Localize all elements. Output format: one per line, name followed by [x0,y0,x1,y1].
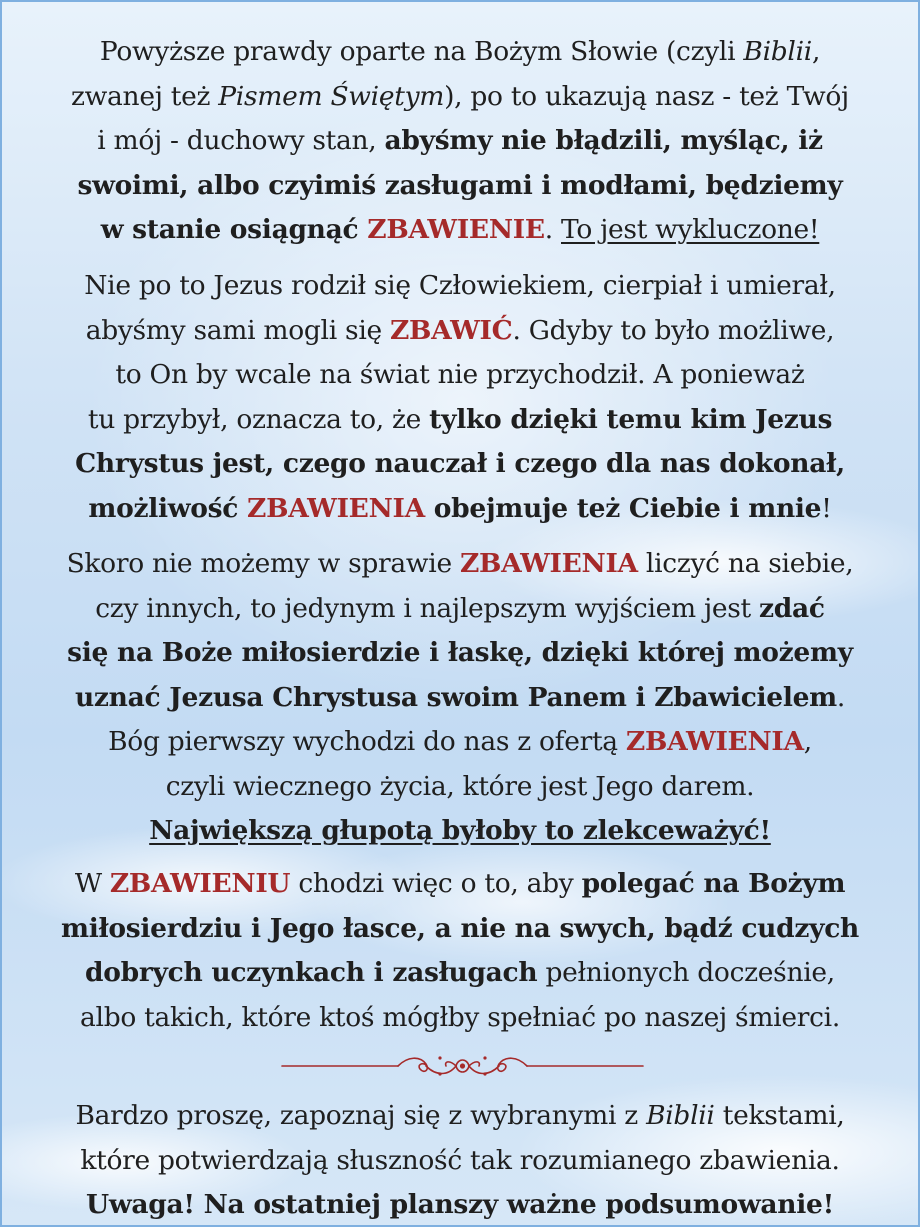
paragraph-2 [12,264,908,531]
p3-line-4: uznać Jezusa Chrystusa swoim Panem i Zbawicielem. [74,681,846,713]
p3-line-5: Bóg pierwszy wychodzi do nas z ofertą ZBAWIENIA, [108,726,812,757]
p1-line-3: i mój - duchowy stan, abyśmy nie błądzili, myśląc, iż [97,125,823,156]
p4-line-4: albo takich, które ktoś mógłby spełniać po naszej śmierci. [80,1001,840,1033]
paragraph-1 [12,30,908,253]
p5-line-2: które potwierdzają słuszność tak rozumianego zbawienia. [80,1144,840,1176]
p5-line-1: Bardzo proszę, zapoznaj się z wybranymi z Biblii tekstami, [75,1100,845,1131]
p3-line-2: czy innych, to jedynym i najlepszym wyjściem jest zdać [95,592,825,624]
p2-line-1: Nie po to Jezus rodził się Człowiekiem, cierpiał i umierał, [84,270,836,301]
p2-line-6: możliwość ZBAWIENIA obejmuje też Ciebie i mnie! [88,492,832,524]
paragraph-5 [12,1094,908,1228]
p1-line-5: w stanie osiągnąć ZBAWIENIE. To jest wykluczone! [100,214,820,245]
p1-line-1: Powyższe prawdy oparte na Bożym Słowie (czyli Biblii, [99,36,821,67]
p3-line-3: się na Boże miłosierdzie i łaskę, dzięki której możemy [67,637,853,668]
p3-line-7: Największą głupotą byłoby to zlekceważyć! [149,815,771,846]
p3-line-6: czyli wiecznego życia, które jest Jego darem. [165,770,755,802]
p4-line-1: W ZBAWIENIU chodzi więc o to, aby polegać na Bożym [74,868,846,899]
p2-line-4: tu przybył, oznacza to, że tylko dzięki temu kim Jezus [87,403,833,435]
p4-line-2: miłosierdziu i Jego łasce, a nie na swych, bądź cudzych [60,912,860,944]
p4-line-3: dobrych uczynkach i zasługach pełnionych docześnie, [85,957,835,988]
p3-line-1: Skoro nie możemy w sprawie ZBAWIENIA liczyć na siebie, [66,548,854,579]
p1-line-4: swoimi, albo czyimiś zasługami i modłami, będziemy [77,169,843,201]
p2-line-5: Chrystus jest, czego nauczał i czego dla nas dokonał, [75,448,845,479]
paragraph-3 [12,542,908,854]
paragraph-4 [12,862,908,1040]
p1-line-2: zwanej też Pismem Świętym), po to ukazują nasz - też Twój [71,80,849,112]
p5-line-3: Uwaga! Na ostatniej planszy ważne podsumowanie! [86,1189,834,1220]
p2-line-2: abyśmy sami mogli się ZBAWIĆ. Gdyby to było możliwe, [85,314,835,346]
divider-flourish-icon [280,1052,645,1080]
p2-line-3: to On by wcale na świat nie przychodził. A ponieważ [115,359,805,390]
